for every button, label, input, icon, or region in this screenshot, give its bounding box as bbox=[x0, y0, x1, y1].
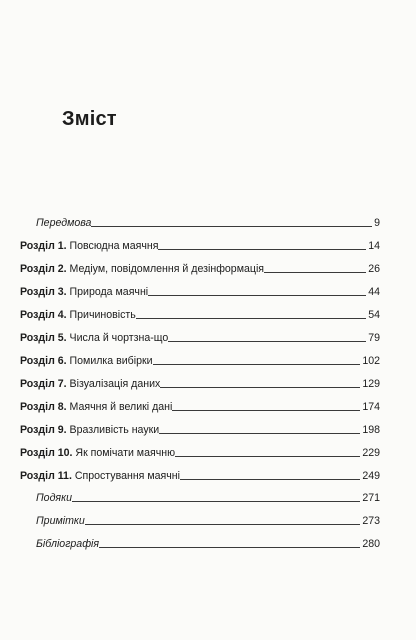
toc-entry-label: Передмова bbox=[36, 217, 92, 229]
dot-leader bbox=[175, 455, 360, 457]
dot-leader bbox=[91, 225, 372, 227]
chapter-title: Вразливість науки bbox=[69, 424, 160, 436]
chapter-number: Розділ 9. bbox=[20, 424, 67, 436]
toc-entry-label: Подяки bbox=[36, 492, 72, 504]
chapter-title: Природа маячні bbox=[69, 286, 149, 298]
chapter-number: Розділ 5. bbox=[20, 332, 67, 344]
toc-page-number: 174 bbox=[362, 401, 380, 413]
toc-entry-label: Примітки bbox=[36, 515, 85, 527]
toc-page-number: 102 bbox=[362, 355, 380, 367]
chapter-number: Розділ 10. bbox=[20, 447, 73, 459]
toc-page-number: 129 bbox=[362, 378, 380, 390]
dot-leader bbox=[136, 317, 366, 319]
chapter-number: Розділ 3. bbox=[20, 286, 67, 298]
toc-entry-chapter bbox=[20, 373, 380, 391]
toc-entry-chapter bbox=[20, 396, 380, 414]
dot-leader bbox=[99, 546, 360, 548]
toc-page-number: 280 bbox=[362, 538, 380, 550]
toc-page-number: 14 bbox=[368, 240, 380, 252]
dot-leader bbox=[172, 409, 360, 411]
chapter-title: Причиновість bbox=[69, 309, 136, 321]
chapter-number: Розділ 6. bbox=[20, 355, 67, 367]
chapter-number: Розділ 11. bbox=[20, 470, 72, 482]
toc-entry-chapter bbox=[20, 465, 380, 483]
toc-page-number: 249 bbox=[362, 470, 380, 482]
dot-leader bbox=[180, 478, 360, 480]
toc-page-number: 54 bbox=[368, 309, 380, 321]
dot-leader bbox=[153, 363, 361, 365]
page-title: Зміст bbox=[62, 108, 117, 130]
chapter-title: Візуалізація даних bbox=[69, 378, 161, 390]
toc-page-number: 198 bbox=[362, 424, 380, 436]
toc-entry-label: Бібліографія bbox=[36, 538, 100, 550]
dot-leader bbox=[148, 294, 366, 296]
dot-leader bbox=[168, 340, 366, 342]
chapter-title: Як помічати маячню bbox=[75, 447, 176, 459]
chapter-number: Розділ 4. bbox=[20, 309, 67, 321]
toc-page-number: 271 bbox=[362, 492, 380, 504]
toc-entry-chapter bbox=[20, 258, 380, 276]
chapter-title: Числа й чортзна-що bbox=[69, 332, 169, 344]
chapter-number: Розділ 1. bbox=[20, 240, 67, 252]
toc-entry-acknowledgements bbox=[36, 487, 380, 505]
toc-entry-bibliography bbox=[36, 533, 380, 551]
dot-leader bbox=[264, 271, 366, 273]
dot-leader bbox=[72, 500, 360, 502]
dot-leader bbox=[159, 432, 360, 434]
toc-page-number: 273 bbox=[362, 515, 380, 527]
toc-page-number: 44 bbox=[368, 286, 380, 298]
chapter-title: Спростування маячні bbox=[74, 470, 180, 482]
chapter-title: Повсюдна маячня bbox=[69, 240, 159, 252]
toc-entry-chapter bbox=[20, 350, 380, 368]
toc-entry-chapter bbox=[20, 304, 380, 322]
chapter-number: Розділ 7. bbox=[20, 378, 67, 390]
chapter-title: Медіум, повідомлення й дезінформація bbox=[69, 263, 265, 275]
dot-leader bbox=[85, 523, 361, 525]
toc-entry-chapter bbox=[20, 281, 380, 299]
toc-page-number: 229 bbox=[362, 447, 380, 459]
toc-page-number: 26 bbox=[368, 263, 380, 275]
toc-entry-chapter bbox=[20, 419, 380, 437]
toc-page-number: 9 bbox=[374, 217, 380, 229]
toc-entry-chapter bbox=[20, 442, 380, 460]
dot-leader bbox=[158, 248, 366, 250]
dot-leader bbox=[160, 386, 360, 388]
toc-entry-chapter bbox=[20, 235, 380, 253]
chapter-number: Розділ 8. bbox=[20, 401, 67, 413]
chapter-title: Маячня й великі дані bbox=[69, 401, 173, 413]
toc-entry-chapter bbox=[20, 327, 380, 345]
toc-page-number: 79 bbox=[368, 332, 380, 344]
toc-entry-notes bbox=[36, 510, 380, 528]
chapter-number: Розділ 2. bbox=[20, 263, 67, 275]
toc-entry-preface bbox=[36, 212, 380, 230]
chapter-title: Помилка вибірки bbox=[69, 355, 153, 367]
